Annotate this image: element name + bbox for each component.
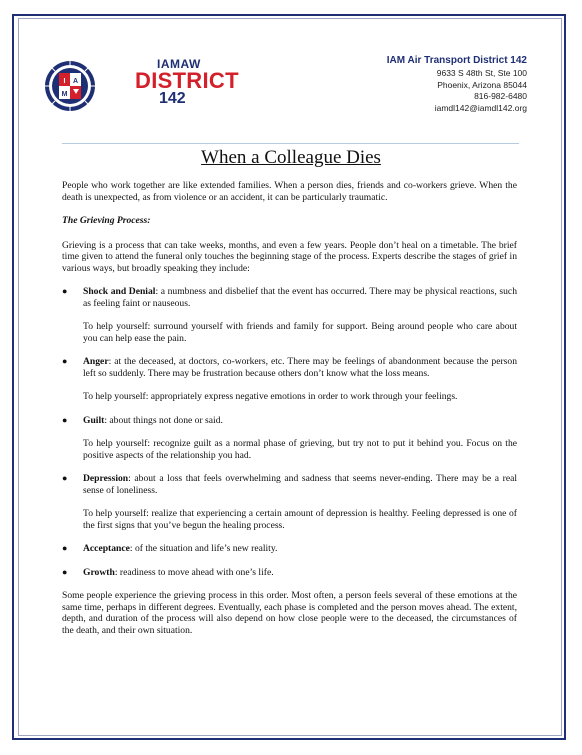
header-divider bbox=[62, 143, 519, 144]
stage-description: : about things not done or said. bbox=[104, 414, 223, 426]
emblem-letter-a: A bbox=[72, 78, 79, 85]
intro-paragraph: People who work together are like extended families. When a person dies, friends and co-workers grieve. When the death is unexpected, as from violence or an accident, it can be particularly traumatic. bbox=[62, 180, 517, 203]
bullet-icon: ● bbox=[62, 414, 68, 425]
stage-term: Depression bbox=[83, 473, 129, 484]
contact-phone: 816-982-6480 bbox=[474, 91, 527, 101]
emblem-letter-m: M bbox=[61, 91, 68, 98]
logo-number: 142 bbox=[159, 90, 186, 107]
contact-address-line2: Phoenix, Arizona 85044 bbox=[437, 79, 527, 90]
closing-paragraph: Some people experience the grieving process in this order. Most often, a person feels several of these emotions at the same time, perhaps in different degrees. Eventually, each phase is completed and the person moves ahead. The extent, depth, and duration of the process will also depend on how close people were to the deceased, the circumstances of the death, and their own situation. bbox=[62, 590, 517, 636]
stage-description: : a numbness and disbelief that the event has occurred. There may be physical reactions, such as feeling faint or nauseous. bbox=[83, 286, 517, 309]
contact-email: iamdl142@iamdl142.org bbox=[434, 102, 527, 113]
stage-anger bbox=[62, 356, 517, 403]
bullet-icon: ● bbox=[62, 566, 68, 577]
stage-description: : at the deceased, at doctors, co-workers, etc. There may be feelings of abandonment because the person left so suddenly. There may be frustration because others don’t know what the loss means. bbox=[83, 356, 517, 379]
document-body bbox=[62, 180, 517, 648]
bullet-icon: ● bbox=[62, 286, 68, 296]
stage-term: Acceptance bbox=[83, 543, 130, 554]
section-intro-paragraph: Grieving is a process that can take weeks, months, and even a few years. People don’t heal on a timetable. The brief time given to attend the funeral only touches the beginning stage of the process. Experts describe the stages of grief in various ways, but broadly speaking they include: bbox=[62, 239, 517, 274]
stage-term: Shock and Denial bbox=[83, 286, 156, 297]
contact-block bbox=[387, 54, 527, 114]
section-title: The Grieving Process: bbox=[62, 215, 151, 226]
stage-help: To help yourself: realize that experiencing a certain amount of depression is healthy. Feeling depressed is one of the first signs that you’ve begun the healing process. bbox=[83, 508, 517, 531]
logo-iamaw: IAMAW bbox=[157, 57, 201, 71]
bullet-icon: ● bbox=[62, 356, 68, 366]
stage-growth bbox=[62, 567, 517, 579]
emblem-letter-i: I bbox=[63, 78, 66, 85]
stage-term: Guilt bbox=[83, 414, 105, 426]
logo-district: DISTRICT bbox=[135, 68, 239, 93]
stage-term: Anger bbox=[83, 356, 109, 367]
district-logo bbox=[43, 56, 239, 116]
stage-description: : about a loss that feels overwhelming and sadness that seems never-ending. There may be a real sense of loneliness. bbox=[83, 473, 517, 496]
stage-help: To help yourself: recognize guilt as a normal phase of grieving, but try not to put it behind you. Focus on the positive aspects of the relationship you had. bbox=[83, 438, 517, 461]
iam-emblem-icon bbox=[43, 59, 97, 113]
stage-description: : readiness to move ahead with one’s life. bbox=[114, 566, 274, 578]
bullet-icon: ● bbox=[62, 473, 68, 483]
stage-shock-denial bbox=[62, 286, 517, 344]
stage-acceptance bbox=[62, 543, 517, 555]
stage-term: Growth bbox=[83, 566, 115, 578]
stage-guilt bbox=[62, 415, 517, 462]
stage-description: : of the situation and life’s new reality. bbox=[129, 543, 278, 554]
contact-org: IAM Air Transport District 142 bbox=[386, 55, 527, 66]
stage-depression bbox=[62, 473, 517, 531]
logo-wordmark bbox=[135, 58, 239, 107]
contact-address-line1: 9633 S 48th St, Ste 100 bbox=[436, 68, 527, 78]
stage-help: To help yourself: appropriately express negative emotions in order to work through your feelings. bbox=[83, 391, 458, 402]
stage-help: To help yourself: surround yourself with friends and family for support. Being around people who care about you can help ease the pain. bbox=[83, 321, 517, 344]
page-title: When a Colleague Dies bbox=[201, 147, 381, 168]
bullet-icon: ● bbox=[62, 543, 68, 553]
